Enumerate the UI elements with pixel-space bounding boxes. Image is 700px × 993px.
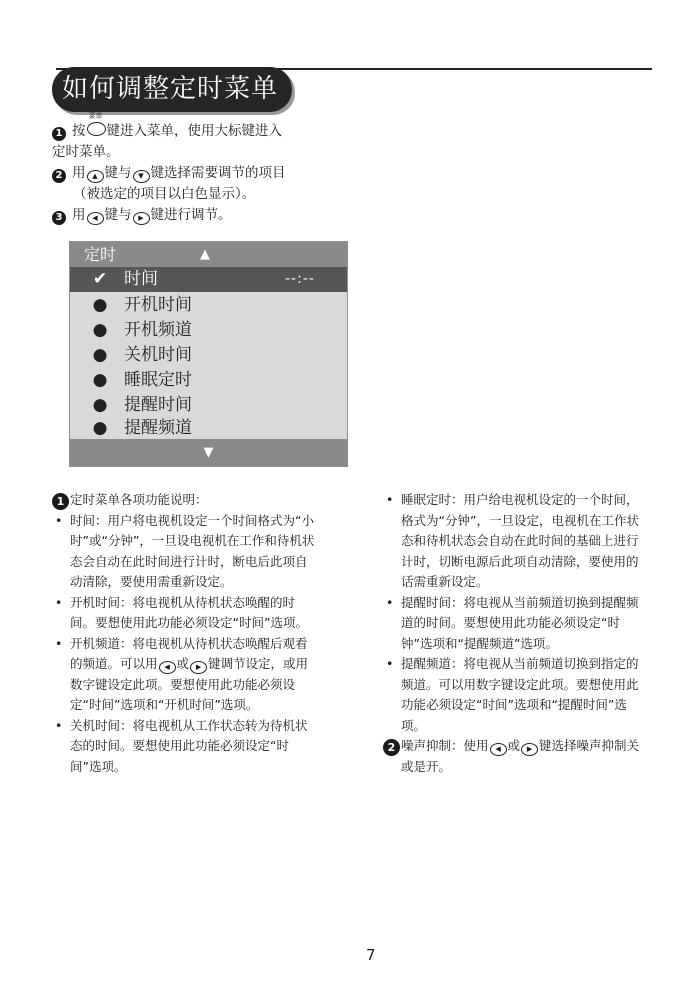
menu-item-label: 关机时间 bbox=[124, 345, 192, 365]
item-text: 或 bbox=[507, 738, 521, 753]
step-3 bbox=[52, 205, 352, 226]
bullet-icon: ● bbox=[92, 295, 108, 315]
bullet-icon: ● bbox=[92, 320, 108, 340]
step-text: 用 bbox=[72, 165, 86, 181]
menu-header bbox=[70, 242, 347, 267]
desc-noise-reduction bbox=[383, 736, 648, 777]
menu-item-time[interactable] bbox=[70, 267, 347, 292]
intro-text: 定时菜单各项功能说明： bbox=[70, 492, 208, 507]
description-right-column bbox=[383, 490, 648, 777]
step-text: 用 bbox=[72, 207, 86, 223]
menu-item-power-on-time[interactable] bbox=[70, 293, 347, 318]
desc-item-power-on-time: • 开机时间：将电视机从待机状态唤醒的时间。要想使用此功能必须设定“时间”选项。 bbox=[52, 593, 317, 634]
check-icon: ✔ bbox=[92, 269, 108, 289]
scroll-down-icon[interactable]: ▼ bbox=[203, 445, 214, 460]
step-number: 1 bbox=[52, 127, 66, 141]
step-text: 按 bbox=[72, 123, 86, 139]
down-key-icon: ▼ bbox=[133, 170, 150, 183]
right-key-icon: ▶ bbox=[521, 743, 538, 756]
step-text: 键与 bbox=[104, 207, 132, 223]
item-text: 键选择噪声抑制关或是开。 bbox=[401, 738, 640, 774]
left-key-icon: ◀ bbox=[490, 743, 507, 756]
description-intro bbox=[52, 490, 317, 511]
left-key-icon: ◀ bbox=[159, 661, 176, 674]
desc-item-sleep-timer: • 睡眠定时：用户给电视机设定的一个时间，格式为“分钟”，一旦设定，电视机在工作状态和待机状态会自动在此时间的基础上进行计时，切断电源后此项自动清除，要使用的话需重新设定。 bbox=[383, 490, 648, 593]
menu-item-label: 提醒时间 bbox=[124, 395, 192, 415]
menu-footer bbox=[70, 439, 347, 466]
item-text: 或 bbox=[176, 656, 190, 671]
scroll-up-icon[interactable]: ▲ bbox=[200, 247, 210, 262]
step-text: 键进入菜单，使用大标键进入 bbox=[106, 123, 282, 139]
bullet-icon: ● bbox=[92, 370, 108, 390]
desc-item-reminder-channel: • 提醒频道：将电视从当前频道切换到指定的频道。可以用数字键设定此项。要想使用此功能必须设定“时间”选项和“提醒时间”选项。 bbox=[383, 654, 648, 736]
page-number: 7 bbox=[366, 946, 376, 964]
step-text: （被选定的项目以白色显示）。 bbox=[73, 186, 256, 202]
step-number: 3 bbox=[52, 211, 66, 225]
menu-item-label: 睡眠定时 bbox=[124, 370, 192, 390]
desc-item-power-on-channel bbox=[52, 634, 317, 716]
bullet-icon: ● bbox=[92, 345, 108, 365]
bullet-icon: ● bbox=[92, 418, 108, 438]
item-text: 噪声抑制：使用 bbox=[401, 738, 489, 753]
menu-title: 定时 bbox=[84, 245, 117, 264]
menu-item-power-on-channel[interactable] bbox=[70, 318, 347, 343]
bullet-icon: ● bbox=[92, 395, 108, 415]
page-title: 如何调整定时菜单 bbox=[52, 67, 292, 112]
desc-item-reminder-time: • 提醒时间：将电视从当前频道切换到提醒频道的时间。要想使用此功能必须设定“时钟”选项和“提醒频道”选项。 bbox=[383, 593, 648, 655]
section-number: 1 bbox=[52, 493, 69, 510]
item-text: 开机频道：将电视机从待机状态唤醒后观看的频道。可以用 bbox=[70, 635, 308, 671]
menu-item-power-off-time[interactable] bbox=[70, 343, 347, 368]
up-key-icon: ▲ bbox=[87, 170, 104, 183]
menu-item-sleep-timer[interactable] bbox=[70, 368, 347, 393]
item-text: 键调节设定，或用数字键设定此项。要想使用此功能必须设定“时间”选项和“开机时间”选项。 bbox=[70, 656, 309, 712]
desc-item-power-off-time: • 关机时间：将电视机从工作状态转为待机状态的时间。要想使用此功能必须设定“时间”选项。 bbox=[52, 716, 317, 778]
right-key-icon: ▶ bbox=[190, 661, 207, 674]
menu-item-label: 开机频道 bbox=[124, 320, 192, 340]
right-key-icon: ▶ bbox=[133, 212, 150, 225]
menu-item-label: 开机时间 bbox=[124, 295, 192, 315]
left-key-icon: ◀ bbox=[87, 212, 104, 225]
step-text: 键进行调节。 bbox=[150, 207, 232, 223]
menu-key-icon bbox=[87, 112, 106, 136]
timer-menu-panel bbox=[69, 241, 348, 467]
description-left-column bbox=[52, 490, 317, 777]
menu-item-reminder-time[interactable] bbox=[70, 393, 347, 418]
step-2 bbox=[52, 163, 352, 205]
step-text: 键选择需要调节的项目 bbox=[150, 165, 286, 181]
menu-item-label: 时间 bbox=[124, 269, 158, 289]
menu-item-reminder-channel[interactable] bbox=[70, 416, 347, 441]
menu-item-label: 提醒频道 bbox=[124, 418, 192, 438]
section-number: 2 bbox=[383, 739, 400, 756]
step-text: 定时菜单。 bbox=[52, 144, 120, 160]
menu-item-value: --:-- bbox=[285, 271, 315, 287]
step-text: 键与 bbox=[104, 165, 132, 181]
step-number: 2 bbox=[52, 169, 66, 183]
menu-key-label: 菜单 bbox=[88, 112, 103, 120]
instruction-steps bbox=[52, 112, 352, 226]
step-1 bbox=[52, 112, 352, 163]
desc-item-time: • 时间：用户将电视机设定一个时间格式为“小时”或“分钟”，一旦设电视机在工作和待机状态会自动在此时间进行计时，断电后此项自动清除，要使用需重新设定。 bbox=[52, 511, 317, 593]
